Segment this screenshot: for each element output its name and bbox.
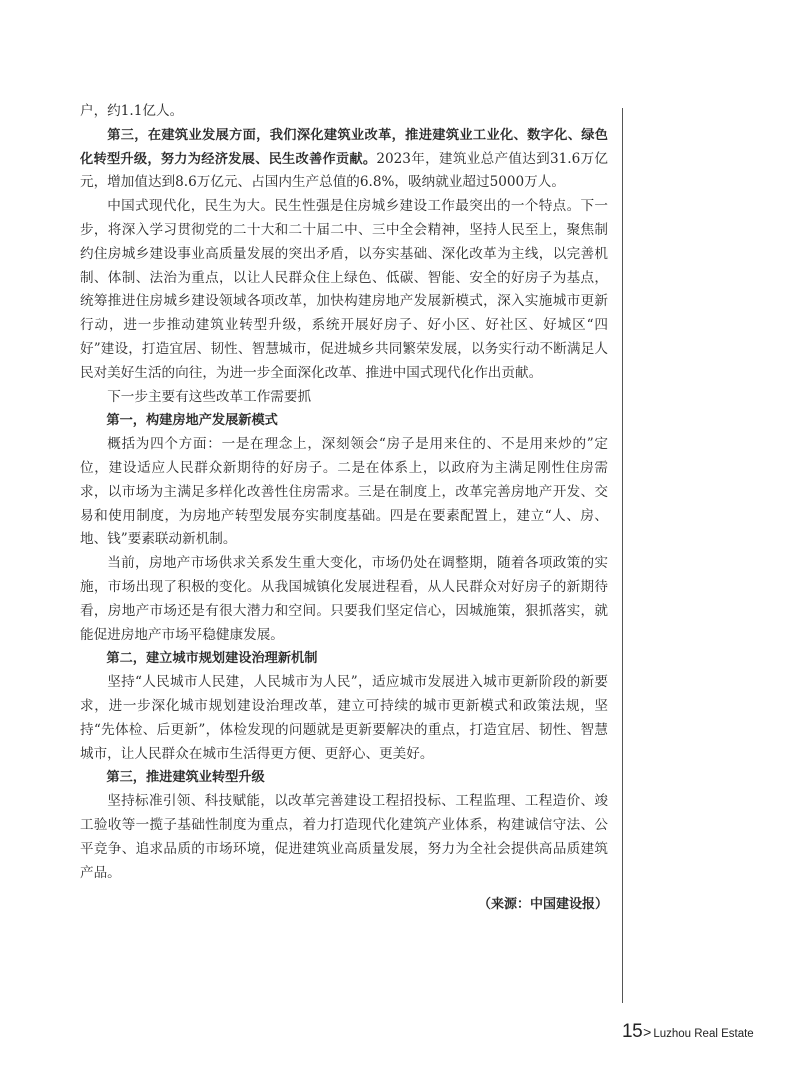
paragraph-text: 2023年，建筑业总产值达到31.6万亿元，增加值达到8.6万亿元、占国内生产总值的6.8%，吸纳就业超过5000万人。 <box>80 150 608 191</box>
article-body <box>80 100 608 917</box>
arrow-icon: > <box>643 1024 652 1040</box>
paragraph: 坚持标准引领、科技赋能，以改革完善建设工程招投标、工程监理、工程造价、竣工验收等一揽子基础性制度为重点，着力打造现代化建筑产业体系，构建诚信守法、公平竞争、追求品质的市场环境，促进建筑业高质量发展，努力为全社会提供高品质建筑产品。 <box>80 793 608 881</box>
paragraph: 坚持“人民城市人民建，人民城市为人民”，适应城市发展进入城市更新阶段的新要求，进一步深化城市规划建设治理改革，建立可持续的城市更新模式和政策法规，坚持“先体检、后更新”，体检发现的问题就是更新要解决的重点，打造宜居、韧性、智慧城市，让人民群众在城市生活得更方便、更舒心、更美好。 <box>80 674 608 762</box>
paragraph-lead: 第三，在建筑业发展方面，我们深化建筑业改革，推进建筑业工业化、数字化、绿色化转型升级，努力为经济发展、民生改善作贡献。 <box>80 127 608 167</box>
magazine-name: Luzhou Real Estate <box>653 1028 754 1040</box>
paragraph: 下一步主要有这些改革工作需要抓 <box>107 388 312 405</box>
paragraph <box>80 124 608 195</box>
section-heading: 第三，推进建筑业转型升级 <box>106 770 265 786</box>
paragraph: 户，约1.1亿人。 <box>80 103 184 119</box>
section-heading: 第二，建立城市规划建设治理新机制 <box>106 651 318 667</box>
column-divider <box>622 108 623 1003</box>
paragraph: 概括为四个方面：一是在理念上，深刻领会“房子是用来住的、不是用来炒的”定位，建设适应人民群众新期待的好房子。二是在体系上，以政府为主满足刚性住房需求，以市场为主满足多样化改善性住房需求。三是在制度上，改革完善房地产开发、交易和使用制度，为房地产转型发展夯实制度基础。四是在要素配置上，建立“人、房、地、钱”要素联动新机制。 <box>80 436 608 548</box>
paragraph: 当前，房地产市场供求关系发生重大变化，市场仍处在调整期，随着各项政策的实施，市场出现了积极的变化。从我国城镇化发展进程看，从人民群众对好房子的新期待看，房地产市场还是有很大潜力和空间。只要我们坚定信心，因城施策，狠抓落实，就能促进房地产市场平稳健康发展。 <box>80 555 608 643</box>
paragraph: 中国式现代化，民生为大。民生性强是住房城乡建设工作最突出的一个特点。下一步，将深入学习贯彻党的二十大和二十届二中、三中全会精神，坚持人民至上，聚焦制约住房城乡建设事业高质量发展的突出矛盾，以夯实基础、深化改革为主线，以完善机制、体制、法治为重点，以让人民群众住上绿色、低碳、智能、安全的好房子为基点，统筹推进住房城乡建设领域各项改革，加快构建房地产发展新模式，深入实施城市更新行动，进一步推动建筑业转型升级，系统开展好房子、好小区、好社区、好城区“四好”建设，打造宜居、韧性、智慧城市，促进城乡共同繁荣发展，以务实行动不断满足人民对美好生活的向往，为进一步全面深化改革、推进中国式现代化作出贡献。 <box>80 198 608 381</box>
page-number: 15 <box>622 1021 643 1042</box>
page-footer <box>622 1021 754 1043</box>
source-credit: （来源：中国建设报） <box>477 897 608 913</box>
section-heading: 第一，构建房地产发展新模式 <box>106 413 278 429</box>
